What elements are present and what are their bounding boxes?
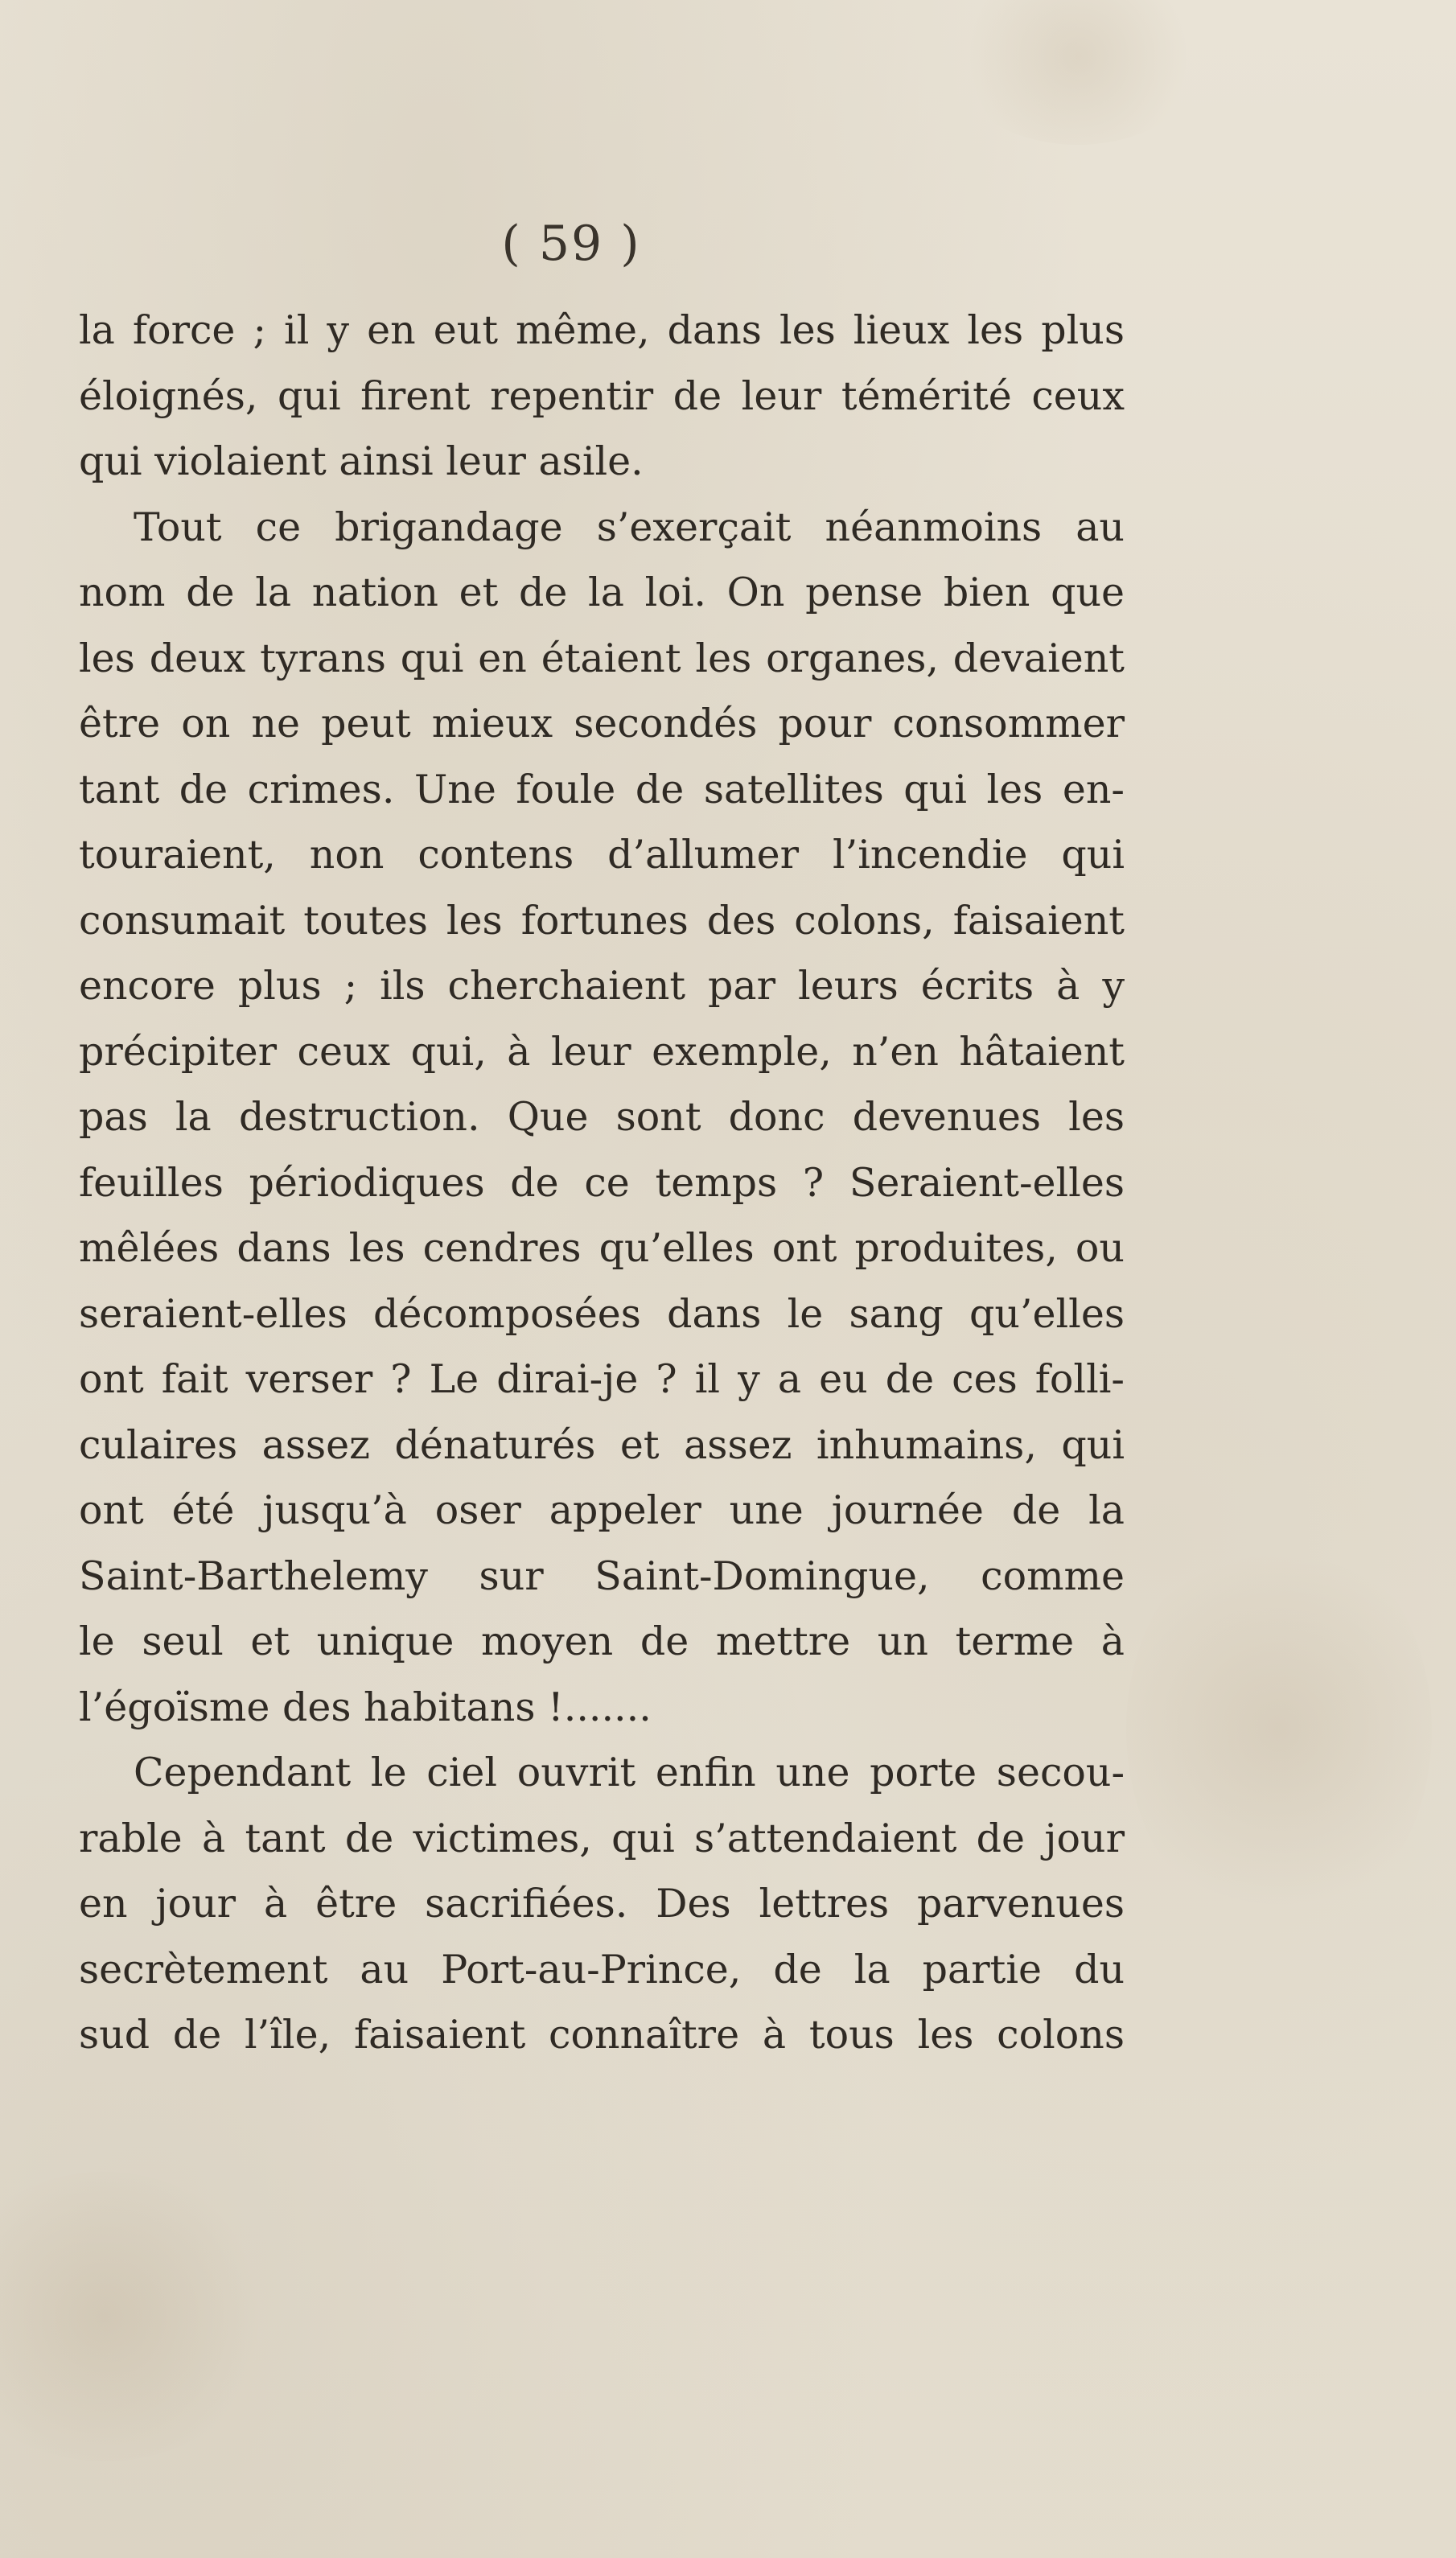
text-line: précipiter ceux qui, à leur exemple, n’en hâtaient <box>79 1028 1125 1075</box>
text-line: rable à tant de victimes, qui s’attendaient de jour <box>79 1815 1125 1861</box>
text-line: seraient-elles décomposées dans le sang qu’elles <box>79 1290 1125 1337</box>
text-line: mêlées dans les cendres qu’elles ont produites, ou <box>79 1225 1125 1271</box>
text-line: sud de l’île, faisaient connaître à tous les colons <box>79 2012 1125 2058</box>
page-number: ( 59 ) <box>501 216 641 272</box>
text-line: secrètement au Port-au-Prince, de la partie du <box>79 1946 1125 1993</box>
text-line: feuilles périodiques de ce temps ? Seraient-elles <box>79 1159 1125 1206</box>
text-line: ont fait verser ? Le dirai-je ? il y a eu de ces folli- <box>79 1356 1125 1402</box>
text-line: nom de la nation et de la loi. On pense bien que <box>79 570 1125 615</box>
text-line: consumait toutes les fortunes des colons, faisaient <box>79 897 1125 944</box>
paper-stain <box>0 2172 274 2461</box>
text-line: qui violaient ainsi leur asile. <box>79 438 644 484</box>
text-line: en jour à être sacrifiées. Des lettres parvenues <box>79 1881 1125 1927</box>
paper-stain <box>949 0 1207 145</box>
paper-stain <box>1126 1528 1432 1931</box>
text-line: ont été jusqu’à oser appeler une journée de la <box>79 1487 1125 1533</box>
text-line: les deux tyrans qui en étaient les organes, devaient <box>79 635 1125 681</box>
text-line: l’égoïsme des habitans !....... <box>79 1684 652 1730</box>
text-line: culaires assez dénaturés et assez inhumains, qui <box>79 1421 1125 1468</box>
text-line: le seul et unique moyen de mettre un terme à <box>79 1618 1125 1664</box>
text-line: Cependant le ciel ouvrit enfin une porte secou- <box>134 1750 1125 1795</box>
text-line: tant de crimes. Une foule de satellites qui les en- <box>79 766 1125 812</box>
text-line: touraient, non contens d’allumer l’incendie qui <box>79 832 1125 878</box>
text-line: pas la destruction. Que sont donc devenues les <box>79 1094 1125 1140</box>
body-text <box>79 298 1125 2068</box>
text-line: Saint-Barthelemy sur Saint-Domingue, comme <box>79 1552 1125 1599</box>
text-line: la force ; il y en eut même, dans les lieux les plus <box>79 307 1125 353</box>
text-line: être on ne peut mieux secondés pour consommer <box>79 701 1125 746</box>
text-line: encore plus ; ils cherchaient par leurs écrits à y <box>79 963 1125 1009</box>
text-line: Tout ce brigandage s’exerçait néanmoins au <box>134 504 1125 550</box>
text-line: éloignés, qui firent repentir de leur témérité ceux <box>79 372 1125 419</box>
